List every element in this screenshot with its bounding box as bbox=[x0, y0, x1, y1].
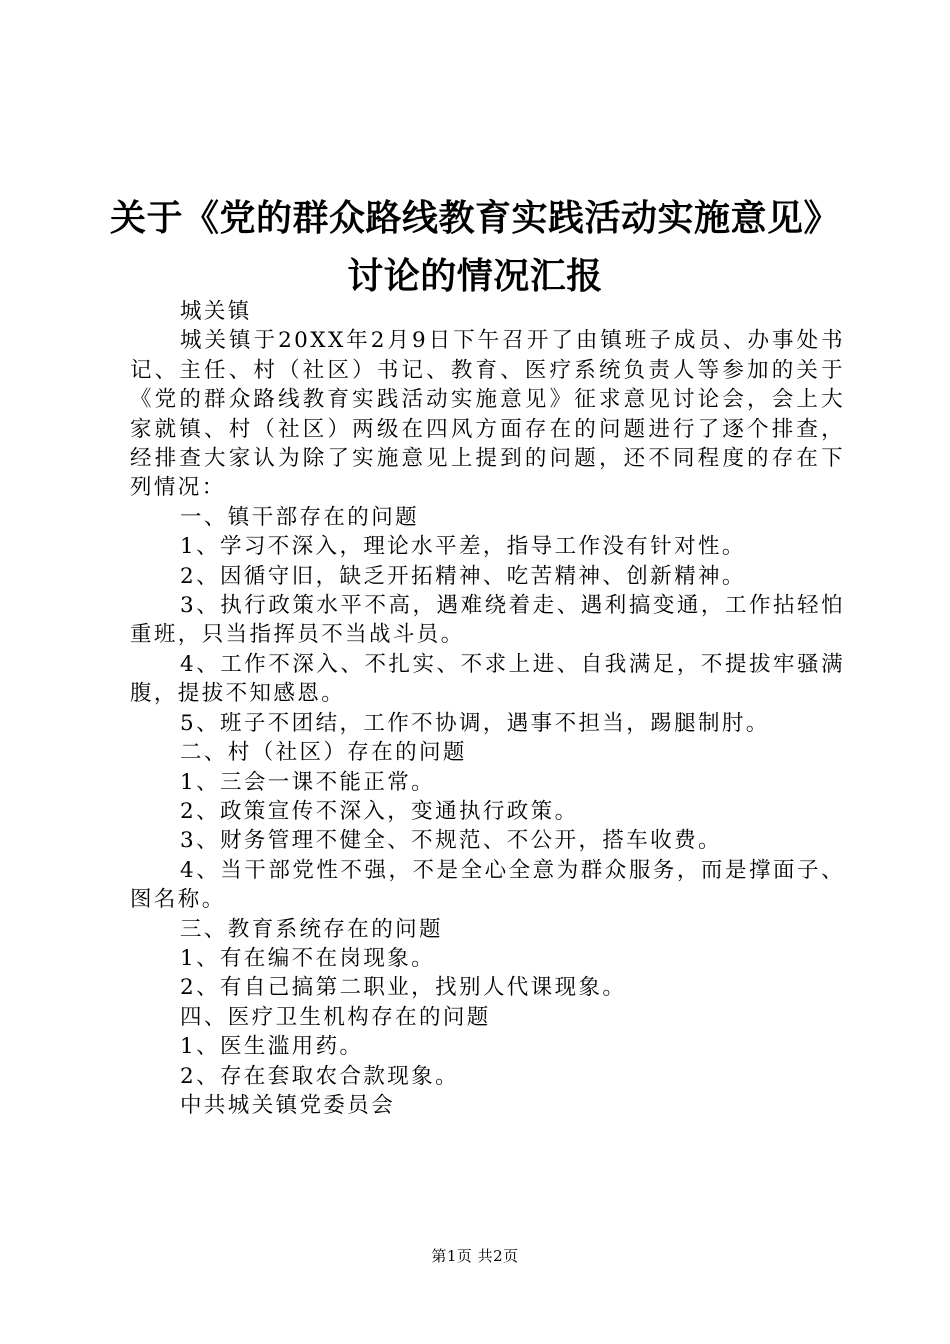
list-item: 2、政策宣传不深入，变通执行政策。 bbox=[180, 798, 579, 824]
section-heading: 二、村（社区）存在的问题 bbox=[180, 740, 467, 766]
page-footer: 第1页 共2页 bbox=[431, 1247, 519, 1265]
list-item: 4、工作不深入、不扎实、不求上进、自我满足，不提拔牢骚满腹，提拔不知感恩。 bbox=[130, 651, 845, 707]
document-body bbox=[130, 297, 845, 1120]
list-item: 5、班子不团结，工作不协调，遇事不担当，踢腿制肘。 bbox=[180, 710, 770, 736]
list-item: 4、当干部党性不强，不是全心全意为群众服务，而是撑面子、图名称。 bbox=[130, 857, 845, 913]
signature: 中共城关镇党委员会 bbox=[180, 1092, 396, 1118]
list-item: 2、因循守旧，缺乏开拓精神、吃苦精神、创新精神。 bbox=[180, 563, 746, 589]
list-item: 2、存在套取农合款现象。 bbox=[180, 1063, 459, 1089]
section-heading: 一、镇干部存在的问题 bbox=[180, 504, 420, 530]
section-heading: 四、医疗卫生机构存在的问题 bbox=[180, 1004, 491, 1030]
list-item: 3、执行政策水平不高，遇难绕着走、遇利搞变通，工作拈轻怕重班，只当指挥员不当战斗员。 bbox=[130, 593, 845, 648]
list-item: 1、有在编不在岗现象。 bbox=[180, 945, 436, 971]
list-item: 1、三会一课不能正常。 bbox=[180, 769, 436, 795]
list-item: 3、财务管理不健全、不规范、不公开，搭车收费。 bbox=[180, 828, 722, 854]
document-title-line-1: 关于《党的群众路线教育实践活动实施意见》 bbox=[109, 198, 840, 239]
document-title-line-2: 讨论的情况汇报 bbox=[347, 256, 603, 297]
intro-paragraph: 城关镇于20XX年2月9日下午召开了由镇班子成员、办事处书记、主任、村（社区）书记、教育、医疗系统负责人等参加的关于《党的群众路线教育实践活动实施意见》征求意见讨论会，会上大家就镇、村（社区）两级在四风方面存在的问题进行了逐个排查，经排查大家认为除了实施意见上提到的问题，还不同程度的存在下列情况： bbox=[130, 328, 845, 501]
author-line: 城关镇 bbox=[180, 299, 252, 324]
list-item: 1、医生滥用药。 bbox=[180, 1034, 364, 1060]
list-item: 1、学习不深入，理论水平差，指导工作没有针对性。 bbox=[180, 534, 746, 560]
list-item: 2、有自己搞第二职业，找别人代课现象。 bbox=[180, 975, 627, 1001]
section-heading: 三、教育系统存在的问题 bbox=[180, 916, 443, 942]
